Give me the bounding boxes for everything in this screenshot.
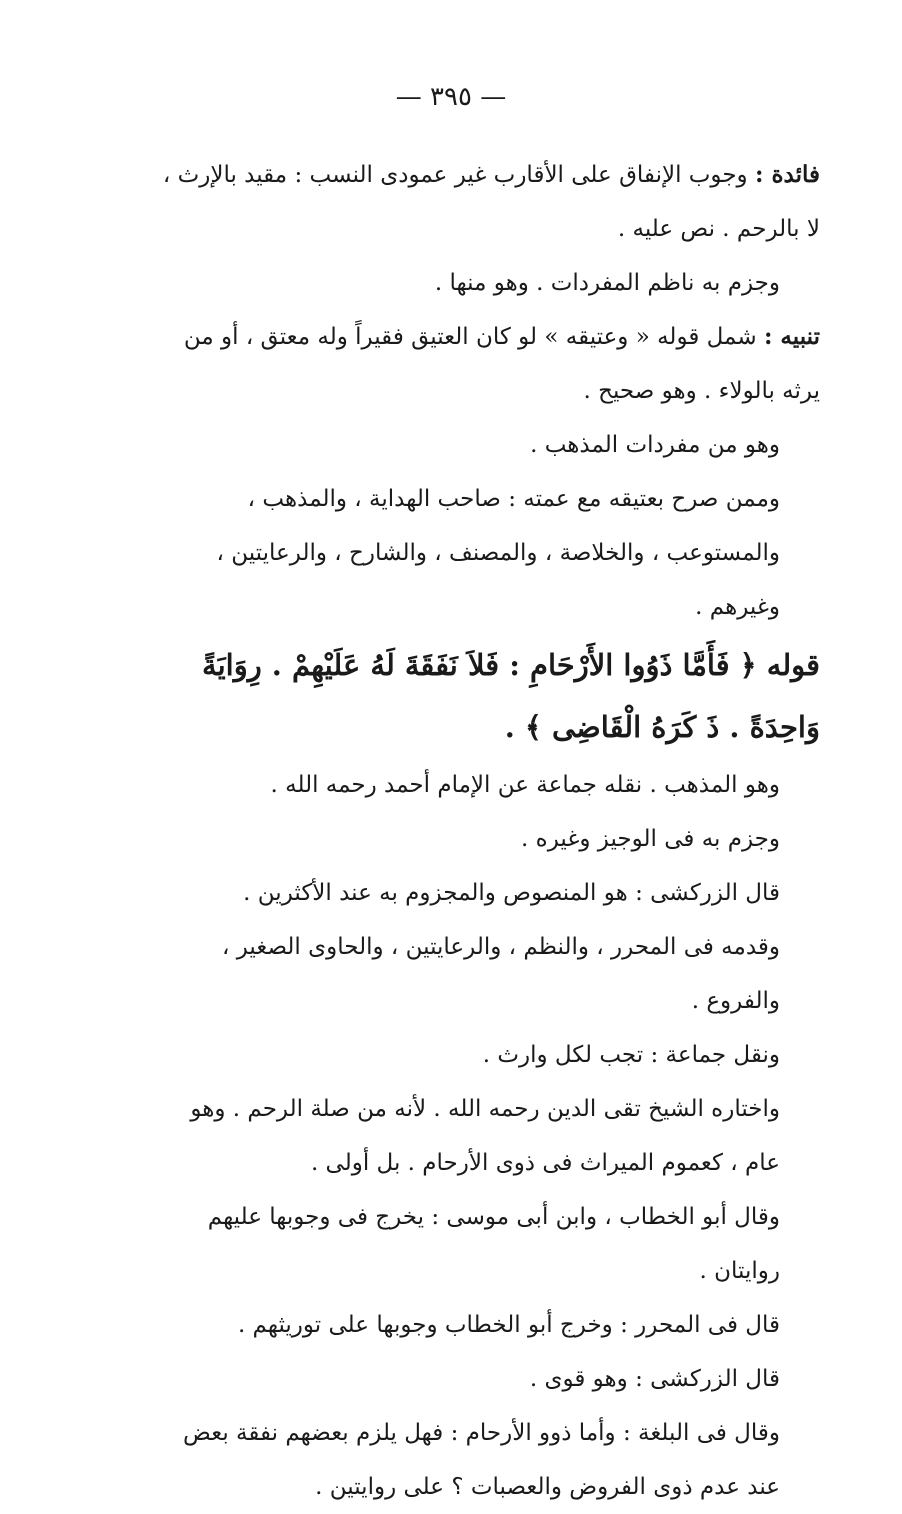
paragraph: [155, 866, 820, 920]
paragraph-lead: فائدة :: [754, 161, 820, 188]
paragraph-text: قال الزركشى : وهو قوى .: [529, 1366, 780, 1392]
paragraph: [155, 418, 820, 472]
paragraph-text: وممن صرح بعتيقه مع عمته : صاحب الهداية ، والمذهب ، والمستوعب ، والخلاصة ، والمصنف ، والشارح ، والرعايتين ، وغيرهم .: [216, 486, 780, 620]
quote-label: قوله: [766, 648, 820, 682]
paragraph: [155, 758, 820, 812]
quote-text: ﴿ فَأَمَّا ذَوُوا الأَرْحَامِ : فَلاَ نَفَقَةَ لَهُ عَلَيْهِمْ . رِوَايَةً وَاحِدَةً . ذَ كَرَهُ الْقَاضِى ﴾ .: [202, 648, 820, 744]
paragraph-text: وقال فى البلغة : وأما ذوو الأرحام : فهل يلزم بعضهم نفقة بعض عند عدم ذوى الفروض والعصبات ؟ على روايتين .: [183, 1420, 780, 1500]
paragraph-text: وجوب الإنفاق على الأقارب غير عمودى النسب : مقيد بالإرث ، لا بالرحم . نص عليه .: [162, 162, 820, 242]
matn-quote: [155, 634, 820, 758]
paragraph-lead: تنبيه :: [763, 323, 820, 350]
paragraph: [155, 1028, 820, 1082]
paragraph: [155, 812, 820, 866]
paragraph-text: قال الزركشى : هو المنصوص والمجزوم به عند الأكثرين .: [243, 880, 780, 906]
paragraph-text: وجزم به ناظم المفردات . وهو منها .: [434, 270, 780, 296]
paragraph: [155, 920, 820, 1028]
paragraph-text: شمل قوله « وعتيقه » لو كان العتيق فقيراً وله معتق ، أو من يرثه بالولاء . وهو صحيح .: [183, 324, 820, 404]
paragraph-text: وقدمه فى المحرر ، والنظم ، والرعايتين ، والحاوى الصغير ، والفروع .: [221, 934, 780, 1014]
paragraph-tanbih: [155, 310, 820, 418]
paragraph-text: وهو من مفردات المذهب .: [530, 432, 780, 458]
paragraph-text: ونقل جماعة : تجب لكل وارث .: [482, 1042, 780, 1068]
body-text: [155, 148, 820, 1514]
paragraph-text: واختاره الشيخ تقى الدين رحمه الله . لأنه من صلة الرحم . وهو عام ، كعموم الميراث فى ذوى الأرحام . بل أولى .: [190, 1096, 780, 1176]
paragraph-text: وقال أبو الخطاب ، وابن أبى موسى : يخرج فى وجوبها عليهم روايتان .: [207, 1204, 780, 1284]
page-number: — ٣٩٥ —: [395, 82, 507, 112]
paragraph: [155, 256, 820, 310]
paragraph: [155, 1352, 820, 1406]
paragraph-text: وهو المذهب . نقله جماعة عن الإمام أحمد رحمه الله .: [270, 772, 780, 798]
paragraph: [155, 1298, 820, 1352]
paragraph: [155, 472, 820, 634]
paragraph: [155, 1190, 820, 1298]
paragraph: [155, 1082, 820, 1190]
paragraph-faida: [155, 148, 820, 256]
paragraph-text: قال فى المحرر : وخرج أبو الخطاب وجوبها على توريثهم .: [237, 1312, 780, 1338]
paragraph: [155, 1406, 820, 1514]
paragraph-text: وجزم به فى الوجيز وغيره .: [521, 826, 780, 852]
